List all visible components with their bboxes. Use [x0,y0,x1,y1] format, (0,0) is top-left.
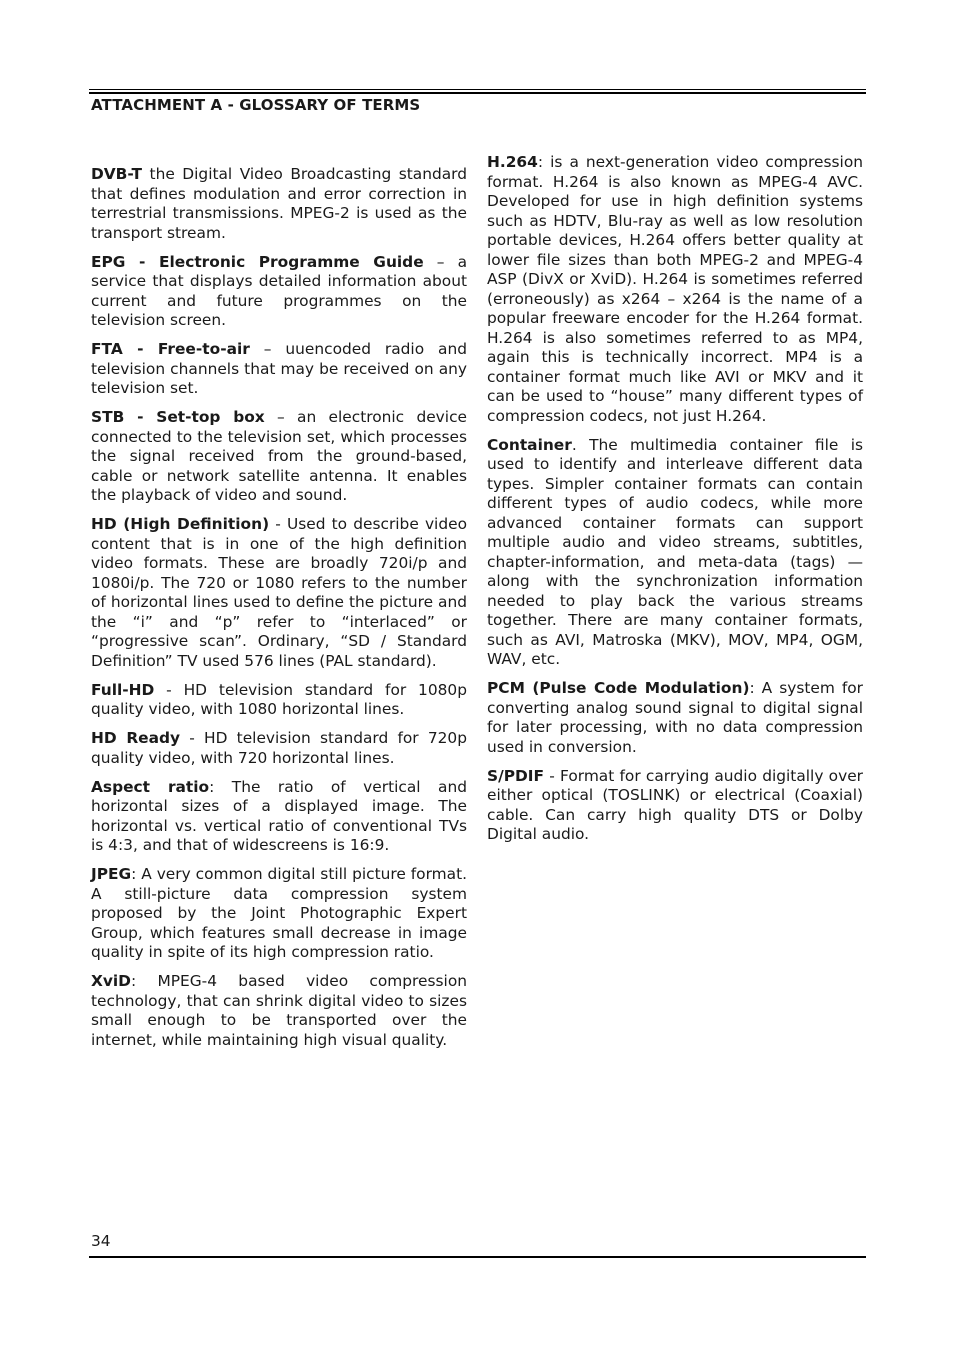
glossary-term: Full-HD [91,680,155,699]
glossary-definition: : A very common digital still picture format. A still-picture data compression system proposed by the Joint Photographic Expert Group, which features small decrease in image quality in spite of its high compression ratio. [91,865,467,961]
glossary-entry-epg [91,253,467,331]
glossary-definition: – an electronic device connected to the television set, which processes the signal received from the ground-based, cable or network satellite antenna. It enables the playback of video and sound. [91,408,467,504]
header-rule-thick [89,92,866,94]
glossary-term: DVB-T [91,165,143,183]
glossary-definition: the Digital Video Broadcasting standard that defines modulation and error correction in terrestrial transmissions. MPEG-2 is used as the transport stream. [91,165,467,242]
glossary-term: HD Ready [91,729,181,747]
glossary-term: FTA - Free-to-air [91,340,250,358]
glossary-term: EPG - Electronic Programme Guide [91,252,424,271]
page-number: 34 [91,1232,111,1250]
glossary-term: H.264 [487,153,538,171]
glossary-term: STB - Set-top box [91,408,265,426]
glossary-entry-container [487,436,863,670]
glossary-definition: - HD television standard for 1080p quality video, with 1080 horizontal lines. [91,680,467,718]
glossary-definition: - Used to describe video content that is in one of the high definition video formats. These are broadly 720i/p and 1080i/p. The 720 or 1080 refers to the number of horizontal lines used to define the picture and the “i” and “p” refer to “interlaced” or “progressive scan”. Ordinary, “SD / Standard Definition” TV used 576 lines (PAL standard). [91,515,467,670]
glossary-term: Container [487,435,572,454]
glossary-term: PCM (Pulse Code Modulation) [487,679,750,697]
glossary-definition: : MPEG-4 based video compression technology, that can shrink digital video to sizes small enough to be transported over the internet, while maintaining high visual quality. [91,972,467,1049]
glossary-term: Aspect ratio [91,777,210,796]
glossary-term: HD (High Definition) [91,515,270,533]
glossary-entry-fta [91,340,467,399]
glossary-entry-aspect-ratio [91,778,467,856]
glossary-entry-spdif [487,767,863,845]
glossary-entry-jpeg [91,865,467,963]
glossary-left-column [91,165,467,1060]
glossary-definition: - HD television standard for 720p quality video, with 720 horizontal lines. [91,729,467,767]
glossary-entry-dvb-t [91,165,467,243]
glossary-entry-hd [91,515,467,671]
glossary-definition: : The ratio of vertical and horizontal sizes of a displayed image. The horizontal vs. vertical ratio of conventional TVs is 4:3, and that of widescreens is 16:9. [91,777,467,854]
glossary-term: XviD [91,972,131,990]
glossary-definition: . The multimedia container file is used to identify and interleave different data types. Simpler container formats can contain different types of audio codecs, while more advanced container formats can support multiple audio and video streams, subtitles, chapter-information, and meta-data (tags) — along with the synchronization information needed to play back the various streams together. There are many container formats, such as AVI, Matroska (MKV), MOV, MP4, OGM, WAV, etc. [487,435,863,668]
page-title: ATTACHMENT A - GLOSSARY OF TERMS [91,96,421,114]
glossary-entry-xvid [91,972,467,1050]
glossary-entry-hd-ready [91,729,467,768]
glossary-term: JPEG [91,865,132,883]
header-rule-thin [89,89,866,90]
glossary-definition: : A system for converting analog sound signal to digital signal for later processing, with no data compression used in conversion. [487,679,863,756]
glossary-definition: – a service that displays detailed information about current and future programmes on the television screen. [91,252,467,329]
glossary-definition: : is a next-generation video compression format. H.264 is also known as MPEG-4 AVC. Developed for use in high definition systems such as HDTV, Blu-ray as well as low resolution portable devices, H.264 offers better quality at lower file sizes than both MPEG-2 and MPEG-4 ASP (DivX or XviD). H.264 is sometimes referred (erroneously) as x264 – x264 is the name of a popular freeware encoder for the H.264 format. H.264 is also sometimes referred to as MP4, again this is technically incorrect. MP4 is a container format much like AVI or MKV and it can be used to “house” many different types of compression codecs, not just H.264. [487,153,863,425]
footer-rule [89,1256,866,1258]
glossary-term: S/PDIF [487,766,545,785]
glossary-definition: - Format for carrying audio digitally over either optical (TOSLINK) or electrical (Coaxial) cable. Can carry high quality DTS or Dolby Digital audio. [487,766,863,843]
glossary-entry-stb [91,408,467,506]
glossary-entry-pcm [487,679,863,757]
glossary-entry-full-hd [91,681,467,720]
glossary-definition: – uuencoded radio and television channels that may be received on any television set. [91,340,467,397]
glossary-entry-h264 [487,153,863,426]
glossary-right-column [487,153,863,854]
